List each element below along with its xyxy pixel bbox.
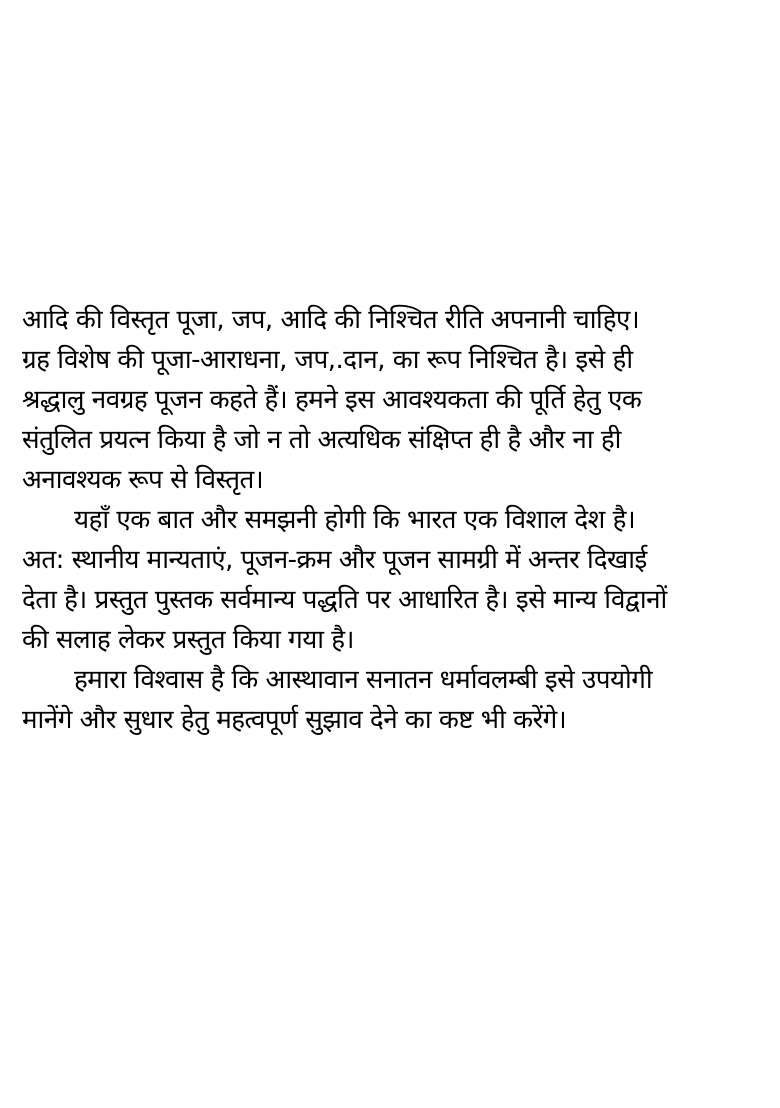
text-line: अत: स्थानीय मान्यताएं, पूजन-क्रम और पूजन सामग्री में अन्तर दिखाई: [22, 545, 647, 575]
text-line: की सलाह लेकर प्रस्तुत किया गया है।: [22, 625, 354, 655]
paragraph-start-line: यहाँ एक बात और समझनी होगी कि भारत एक विशाल देश है।: [74, 505, 636, 535]
text-line: देता है। प्रस्तुत पुस्तक सर्वमान्य पद्धति पर आधारित है। इसे मान्य विद्वानों: [22, 585, 667, 615]
text-line: श्रद्धालु नवग्रह पूजन कहते हैं। हमने इस आवश्यकता की पूर्ति हेतु एक: [22, 385, 642, 415]
text-line: मानेंगे और सुधार हेतु महत्वपूर्ण सुझाव देने का कष्ट भी करेंगे।: [22, 705, 567, 735]
body-text: [22, 300, 762, 740]
text-line: संतुलित प्रयत्न किया है जो न तो अत्यधिक संक्षिप्त ही है और ना ही: [22, 425, 621, 455]
text-line: अनावश्यक रूप से विस्तृत।: [22, 465, 264, 495]
paragraph-start-line: हमारा विश्वास है कि आस्थावान सनातन धर्मावलम्बी इसे उपयोगी: [74, 665, 653, 695]
text-line: आदि की विस्तृत पूजा, जप, आदि की निश्चित रीति अपनानी चाहिए।: [22, 305, 640, 335]
text-line: ग्रह विशेष की पूजा-आराधना, जप,.दान, का रूप निश्चित है। इसे ही: [22, 345, 633, 375]
